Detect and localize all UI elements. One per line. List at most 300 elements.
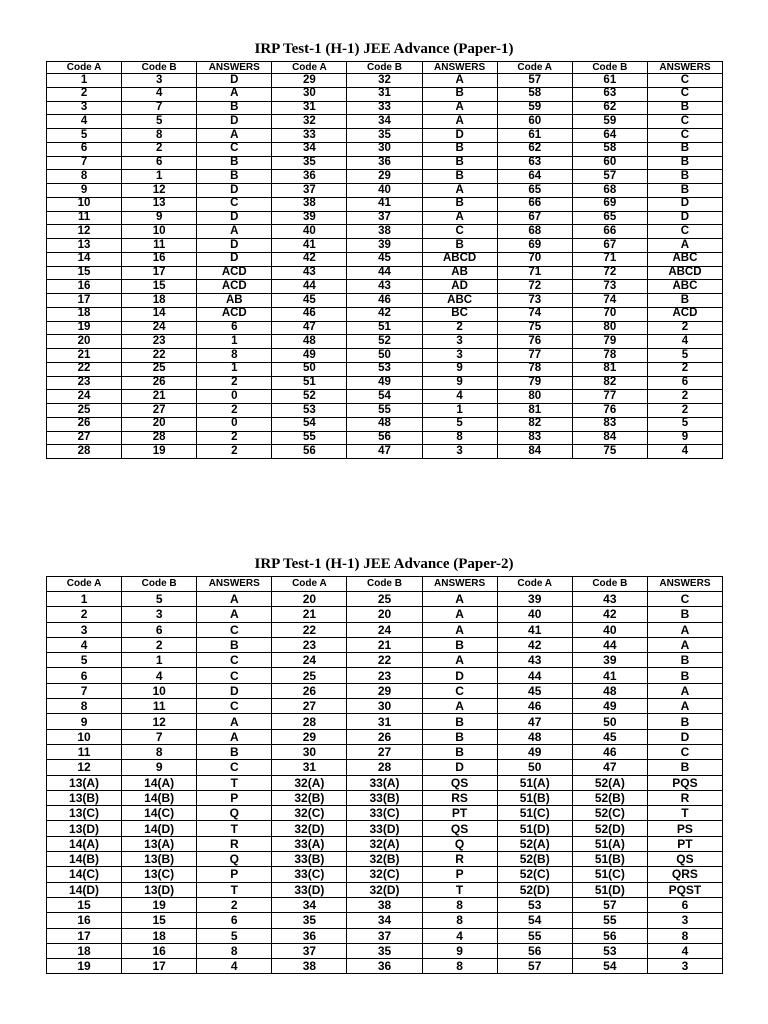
table-cell: 83 [497, 431, 572, 445]
table-cell: 53 [572, 943, 647, 958]
table-cell: A [647, 637, 722, 652]
table-cell: A [422, 101, 497, 115]
table-cell: 11 [47, 744, 122, 759]
table-row [47, 806, 723, 821]
table-cell: 57 [572, 897, 647, 912]
table-cell: 53 [272, 404, 347, 418]
table-cell: T [197, 882, 272, 897]
table-cell: 24 [347, 622, 422, 637]
table-cell: 73 [572, 280, 647, 294]
table-cell: A [647, 699, 722, 714]
table-cell: 10 [122, 683, 197, 698]
table-cell: 7 [47, 156, 122, 170]
table-cell: P [422, 867, 497, 882]
table-cell: 8 [47, 699, 122, 714]
table-cell: Q [197, 852, 272, 867]
table-cell: 27 [272, 699, 347, 714]
table-cell: 20 [47, 335, 122, 349]
table-cell: 37 [272, 184, 347, 198]
table-cell: 27 [122, 404, 197, 418]
table-cell: R [422, 852, 497, 867]
table-cell: 32 [347, 74, 422, 88]
table-cell: 8 [47, 170, 122, 184]
table-row [47, 714, 723, 729]
table-cell: 48 [497, 729, 572, 744]
table-cell: 38 [272, 959, 347, 974]
table-cell: 38 [272, 197, 347, 211]
table-cell: 19 [47, 321, 122, 335]
table-row [47, 101, 723, 115]
table-cell: P [197, 867, 272, 882]
table-cell: 37 [347, 928, 422, 943]
table-cell: 36 [272, 928, 347, 943]
table-cell: 70 [572, 307, 647, 321]
table-cell: 13(C) [47, 806, 122, 821]
table-cell: 51(B) [572, 852, 647, 867]
table-cell: A [422, 653, 497, 668]
table-cell: 50 [272, 362, 347, 376]
table-cell: T [197, 821, 272, 836]
table-cell: 69 [572, 197, 647, 211]
table-cell: 4 [122, 668, 197, 683]
table-cell: 41 [272, 239, 347, 253]
table-cell: 52(C) [572, 806, 647, 821]
table-cell: 65 [572, 211, 647, 225]
table-cell: 3 [422, 335, 497, 349]
table-row [47, 170, 723, 184]
table-cell: 81 [497, 404, 572, 418]
table-cell: C [647, 74, 722, 88]
table-cell: 9 [122, 211, 197, 225]
paper2-title: IRP Test-1 (H-1) JEE Advance (Paper-2) [254, 556, 514, 572]
column-header: Code A [47, 62, 122, 74]
table-cell: 39 [572, 653, 647, 668]
table-cell: 3 [647, 913, 722, 928]
table-cell: 60 [497, 115, 572, 129]
table-cell: ABCD [647, 266, 722, 280]
table-cell: A [197, 129, 272, 143]
table-cell: 43 [497, 653, 572, 668]
table-cell: 33(A) [272, 836, 347, 851]
table-cell: PQS [647, 775, 722, 790]
table-cell: 13(D) [122, 882, 197, 897]
table-cell: 15 [122, 913, 197, 928]
table-cell: 6 [197, 321, 272, 335]
table-cell: C [647, 744, 722, 759]
table-cell: 36 [347, 156, 422, 170]
table-cell: 75 [572, 445, 647, 459]
table-cell: 30 [347, 699, 422, 714]
table-cell: 14(D) [122, 821, 197, 836]
table-cell: ACD [197, 280, 272, 294]
table-cell: 25 [272, 668, 347, 683]
table-cell: 59 [497, 101, 572, 115]
table-row [47, 239, 723, 253]
table-cell: A [422, 74, 497, 88]
table-cell: 14(C) [122, 806, 197, 821]
table-row [47, 390, 723, 404]
table-cell: 49 [572, 699, 647, 714]
table-cell: 39 [497, 592, 572, 607]
table-cell: 11 [122, 699, 197, 714]
table-cell: 36 [272, 170, 347, 184]
table-row [47, 87, 723, 101]
table-cell: A [197, 592, 272, 607]
table-row [47, 913, 723, 928]
table-cell: D [197, 184, 272, 198]
table-cell: 22 [47, 362, 122, 376]
table-cell: 16 [47, 280, 122, 294]
table-row [47, 349, 723, 363]
table-cell: 70 [497, 252, 572, 266]
table-cell: QRS [647, 867, 722, 882]
table-cell: 5 [647, 349, 722, 363]
table-row [47, 928, 723, 943]
table-cell: 1 [197, 335, 272, 349]
table-cell: 26 [272, 683, 347, 698]
table-cell: 52 [347, 335, 422, 349]
table-cell: 4 [47, 637, 122, 652]
table-cell: 5 [197, 928, 272, 943]
table-cell: B [647, 714, 722, 729]
table-cell: 68 [497, 225, 572, 239]
table-cell: C [422, 683, 497, 698]
table-cell: B [422, 197, 497, 211]
table-cell: 46 [497, 699, 572, 714]
table-cell: 14(C) [47, 867, 122, 882]
table-cell: B [647, 653, 722, 668]
table-cell: 10 [122, 225, 197, 239]
table-cell: 28 [347, 760, 422, 775]
table-cell: 37 [272, 943, 347, 958]
table-cell: 41 [572, 668, 647, 683]
table-cell: 23 [347, 668, 422, 683]
table-row [47, 225, 723, 239]
table-cell: ABC [647, 252, 722, 266]
table-cell: 79 [572, 335, 647, 349]
table-cell: 34 [272, 142, 347, 156]
table-row [47, 129, 723, 143]
table-cell: 8 [422, 897, 497, 912]
table-cell: 3 [47, 101, 122, 115]
table-cell: 26 [347, 729, 422, 744]
table-cell: 13(D) [47, 821, 122, 836]
table-row [47, 417, 723, 431]
table-cell: B [422, 714, 497, 729]
column-header: ANSWERS [647, 62, 722, 74]
table-cell: 30 [347, 142, 422, 156]
table-row [47, 362, 723, 376]
table-cell: 29 [272, 729, 347, 744]
table-cell: 40 [497, 607, 572, 622]
table-cell: 23 [272, 637, 347, 652]
table-row [47, 335, 723, 349]
table-cell: 51(B) [497, 790, 572, 805]
table-row [47, 775, 723, 790]
table-cell: 20 [347, 607, 422, 622]
table-row [47, 760, 723, 775]
table-cell: 12 [47, 760, 122, 775]
table-cell: 6 [122, 622, 197, 637]
table-cell: 51(C) [497, 806, 572, 821]
table-cell: C [647, 225, 722, 239]
table-cell: 72 [497, 280, 572, 294]
table-cell: 28 [272, 714, 347, 729]
table-cell: 43 [572, 592, 647, 607]
table-cell: 47 [572, 760, 647, 775]
table-row [47, 197, 723, 211]
table-cell: D [422, 760, 497, 775]
table-cell: C [197, 699, 272, 714]
table-cell: 11 [47, 211, 122, 225]
table-cell: A [647, 622, 722, 637]
table-cell: 39 [272, 211, 347, 225]
table-cell: 58 [572, 142, 647, 156]
table-cell: 33(B) [347, 790, 422, 805]
table-cell: 28 [47, 445, 122, 459]
column-header: ANSWERS [197, 577, 272, 592]
table-cell: 2 [197, 376, 272, 390]
table-cell: 6 [47, 142, 122, 156]
table-cell: 41 [497, 622, 572, 637]
table-cell: 29 [272, 74, 347, 88]
table-cell: D [647, 211, 722, 225]
table-cell: 23 [47, 376, 122, 390]
table-cell: ABCD [422, 252, 497, 266]
table-cell: 55 [272, 431, 347, 445]
table-cell: 43 [347, 280, 422, 294]
table-cell: R [647, 790, 722, 805]
table-cell: 32(B) [347, 852, 422, 867]
table-cell: 40 [272, 225, 347, 239]
table-cell: 71 [572, 252, 647, 266]
column-header: Code B [122, 577, 197, 592]
table-cell: 8 [122, 744, 197, 759]
table-cell: QS [422, 775, 497, 790]
table-cell: 7 [122, 101, 197, 115]
table-cell: 49 [497, 744, 572, 759]
table-cell: 14(B) [122, 790, 197, 805]
table-cell: A [647, 239, 722, 253]
table-cell: 53 [347, 362, 422, 376]
table-cell: 56 [497, 943, 572, 958]
table-cell: 3 [422, 349, 497, 363]
table-cell: 67 [572, 239, 647, 253]
table-cell: B [422, 729, 497, 744]
paper2-answer-table [46, 576, 723, 974]
table-row [47, 445, 723, 459]
table-cell: 22 [347, 653, 422, 668]
table-row [47, 142, 723, 156]
table-cell: D [647, 729, 722, 744]
table-cell: B [647, 142, 722, 156]
table-row [47, 592, 723, 607]
table-cell: 61 [497, 129, 572, 143]
table-cell: 33(B) [272, 852, 347, 867]
table-row [47, 790, 723, 805]
table-cell: 51 [272, 376, 347, 390]
table-cell: 25 [347, 592, 422, 607]
table-cell: 9 [422, 376, 497, 390]
table-cell: 32(D) [272, 821, 347, 836]
table-cell: 35 [272, 156, 347, 170]
table-cell: D [197, 252, 272, 266]
table-cell: 4 [47, 115, 122, 129]
table-cell: PT [647, 836, 722, 851]
table-cell: 13 [47, 239, 122, 253]
table-cell: 4 [422, 928, 497, 943]
table-cell: 44 [272, 280, 347, 294]
table-cell: 13(A) [122, 836, 197, 851]
table-cell: ACD [197, 266, 272, 280]
table-cell: C [197, 760, 272, 775]
table-cell: 2 [122, 142, 197, 156]
table-cell: 77 [497, 349, 572, 363]
table-cell: 84 [497, 445, 572, 459]
table-cell: C [197, 653, 272, 668]
column-header: Code B [572, 62, 647, 74]
table-cell: 51(A) [497, 775, 572, 790]
table-row [47, 115, 723, 129]
table-cell: 14(A) [122, 775, 197, 790]
table-cell: 1 [422, 404, 497, 418]
table-cell: 32(C) [272, 806, 347, 821]
table-cell: B [647, 101, 722, 115]
table-row [47, 653, 723, 668]
table-cell: 46 [347, 294, 422, 308]
table-cell: 78 [572, 349, 647, 363]
table-cell: C [197, 622, 272, 637]
table-cell: Q [422, 836, 497, 851]
table-cell: 48 [572, 683, 647, 698]
table-cell: 42 [572, 607, 647, 622]
table-cell: 61 [572, 74, 647, 88]
table-cell: A [422, 622, 497, 637]
table-cell: 74 [572, 294, 647, 308]
table-cell: 51(D) [572, 882, 647, 897]
column-header: ANSWERS [197, 62, 272, 74]
table-cell: 54 [572, 959, 647, 974]
table-cell: 29 [347, 170, 422, 184]
table-cell: 38 [347, 225, 422, 239]
table-cell: B [647, 760, 722, 775]
table-cell: 16 [47, 913, 122, 928]
table-cell: 5 [122, 592, 197, 607]
table-cell: 5 [647, 417, 722, 431]
table-cell: B [197, 744, 272, 759]
table-cell: C [197, 142, 272, 156]
table-cell: 55 [572, 913, 647, 928]
table-cell: 81 [572, 362, 647, 376]
table-cell: 14(D) [47, 882, 122, 897]
table-cell: 26 [47, 417, 122, 431]
table-cell: 33 [272, 129, 347, 143]
table-cell: A [197, 87, 272, 101]
column-header: Code B [572, 577, 647, 592]
table-cell: 41 [347, 197, 422, 211]
table-cell: C [647, 129, 722, 143]
table-cell: 75 [497, 321, 572, 335]
table-cell: 35 [272, 913, 347, 928]
table-cell: 34 [347, 115, 422, 129]
table-cell: 1 [47, 592, 122, 607]
table-cell: C [647, 592, 722, 607]
table-cell: 6 [647, 376, 722, 390]
table-cell: B [647, 668, 722, 683]
table-cell: 15 [47, 266, 122, 280]
table-cell: 18 [122, 928, 197, 943]
table-cell: ABC [422, 294, 497, 308]
table-cell: 17 [47, 294, 122, 308]
column-header: Code B [122, 62, 197, 74]
table-cell: 24 [47, 390, 122, 404]
table-cell: 26 [122, 376, 197, 390]
table-cell: C [197, 668, 272, 683]
table-cell: 33(A) [347, 775, 422, 790]
table-cell: PT [422, 806, 497, 821]
table-cell: B [647, 607, 722, 622]
table-row [47, 321, 723, 335]
table-cell: B [647, 156, 722, 170]
table-row [47, 852, 723, 867]
table-cell: 63 [572, 87, 647, 101]
table-cell: 4 [647, 943, 722, 958]
table-cell: 46 [572, 744, 647, 759]
table-cell: 16 [122, 252, 197, 266]
table-cell: ACD [197, 307, 272, 321]
table-cell: 33(D) [272, 882, 347, 897]
table-cell: B [197, 637, 272, 652]
table-cell: PQST [647, 882, 722, 897]
table-cell: 82 [572, 376, 647, 390]
table-cell: 44 [572, 637, 647, 652]
table-cell: A [647, 683, 722, 698]
column-header: Code B [347, 62, 422, 74]
table-cell: ACD [647, 307, 722, 321]
table-cell: 13(C) [122, 867, 197, 882]
table-cell: 64 [572, 129, 647, 143]
table-cell: 76 [497, 335, 572, 349]
table-cell: 31 [347, 714, 422, 729]
table-row [47, 622, 723, 637]
table-cell: 76 [572, 404, 647, 418]
table-cell: AB [197, 294, 272, 308]
table-cell: 53 [497, 897, 572, 912]
table-cell: 32(C) [347, 867, 422, 882]
table-cell: 19 [122, 445, 197, 459]
table-cell: 55 [347, 404, 422, 418]
table-cell: 56 [572, 928, 647, 943]
table-cell: QS [422, 821, 497, 836]
table-cell: B [422, 170, 497, 184]
table-header-row [47, 577, 723, 592]
table-header-row [47, 62, 723, 74]
table-cell: B [197, 170, 272, 184]
table-cell: 48 [272, 335, 347, 349]
table-cell: 39 [347, 239, 422, 253]
table-cell: 15 [47, 897, 122, 912]
table-row [47, 294, 723, 308]
table-cell: A [422, 607, 497, 622]
table-row [47, 744, 723, 759]
table-cell: 8 [422, 959, 497, 974]
table-cell: 45 [497, 683, 572, 698]
table-cell: 12 [47, 225, 122, 239]
table-cell: 47 [497, 714, 572, 729]
table-row [47, 252, 723, 266]
table-cell: B [197, 101, 272, 115]
column-header: ANSWERS [422, 62, 497, 74]
